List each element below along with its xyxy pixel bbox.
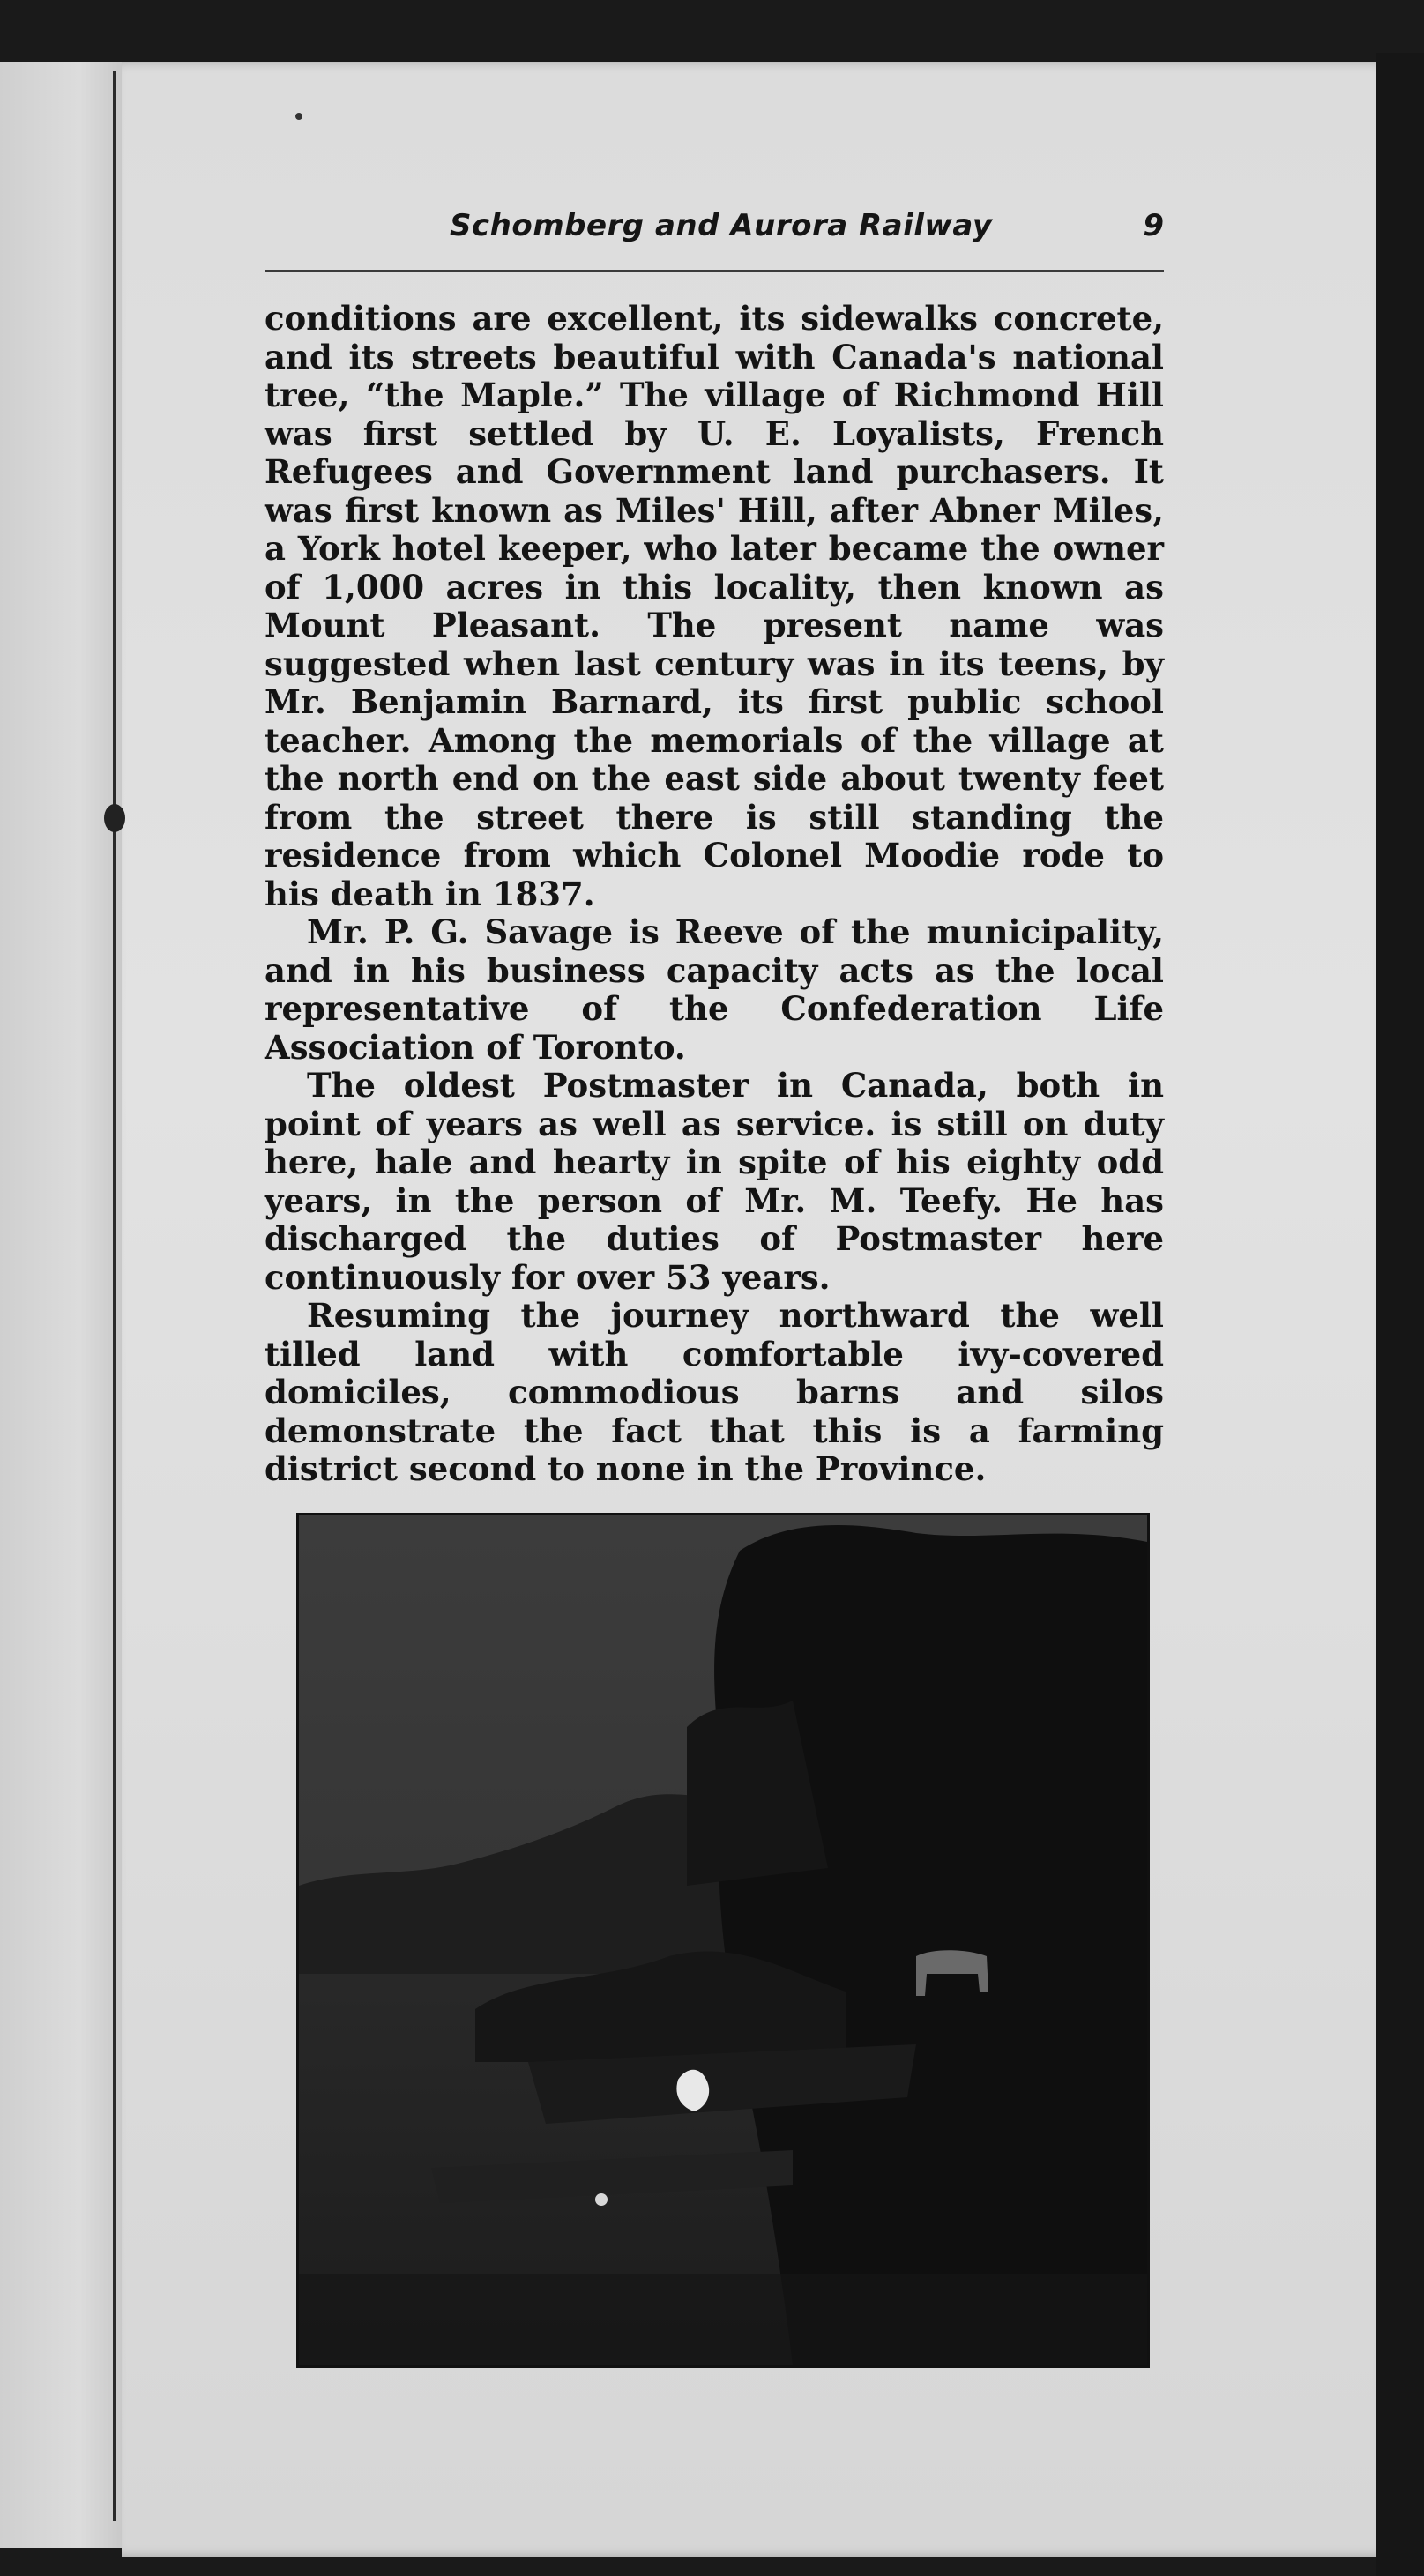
page-number: 9 — [1143, 208, 1164, 243]
running-header — [265, 208, 1164, 261]
landscape-photograph — [296, 1513, 1150, 2368]
photo-image — [299, 1515, 1147, 2365]
paragraph-3: The oldest Postmaster in Canada, both in point of years as well as service. is still on duty here, hale and hearty in spite of his eighty odd years, in the person of Mr. M. Teefy. He has discharged the duties of Postmaster here continuously for over 53 years. — [265, 1066, 1164, 1297]
binding-spine — [113, 71, 116, 2521]
paragraph-2: Mr. P. G. Savage is Reeve of the municipality, and in his business capacity acts as the local representative of the Confederation Life Association of Toronto. — [265, 912, 1164, 1067]
binding-mark — [104, 804, 125, 832]
right-page-edge — [1376, 53, 1424, 2576]
body-text — [265, 300, 1164, 1489]
paragraph-1: conditions are excellent, its sidewalks concrete, and its streets beautiful with Canada's national tree, “the Maple.” The village of Richmond Hill was first settled by U. E. Loyalists, French Refugees and Government land purchasers. It was first known as Miles' Hill, after Abner Miles, a York hotel keeper, who later became the owner of 1,000 acres in this locality, then known as Mount Pleasant. The present name was suggested when last century was in its teens, by Mr. Benjamin Barnard, its first public school teacher. Among the memorials of the village at the north end on the east side about twenty feet from the street there is still standing the residence from which Colonel Moodie rode to his death in 1837. — [265, 299, 1164, 913]
running-title: Schomberg and Aurora Railway — [450, 208, 993, 243]
paragraph-4: Resuming the journey northward the well tilled land with comfortable ivy-covered domiciles, commodious barns and silos demonstrate the fact that this is a farming district second to none in the Province. — [265, 1296, 1164, 1488]
header-rule — [265, 270, 1164, 272]
margin-dot — [295, 113, 302, 120]
